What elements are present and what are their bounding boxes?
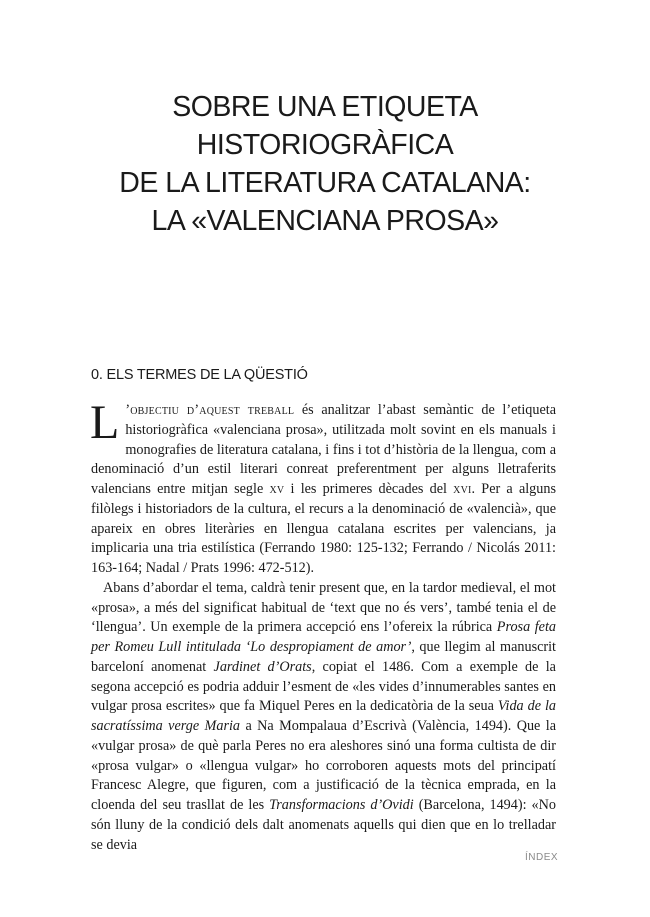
opening-smallcaps: ’objectiu d’aquest treball xyxy=(125,402,295,418)
paragraph-text: és analitzar l’abast semàntic de l’etiqueta historiogràfica «valenciana prosa», utilitzada molt sovint en els manuals i monografies de literatura catalana, i fins i tot d’història de la llengua, com a denominació d’un estil literari conreat preferentment per alguns lletraferits valencians entre mitjan segle xyxy=(91,402,557,497)
drop-cap: L xyxy=(90,396,120,449)
work-title: Jardinet d’Orats xyxy=(213,658,312,675)
work-title: Vida de la sacratíssima verge Maria xyxy=(91,698,556,734)
paragraph-text: a Na Mompalaua d’Escrivà (València, 1494). Que la «vulgar prosa» de què parla Peres no era aleshores sinó una forma cultista de dir «prosa vulgar» o «llengua vulgar» ho corroboren aquests mots del principatí Francesc Alegre, que figuren, com a justificació de la tècnica emprada, en la cloenda del seu trasllat de les xyxy=(91,718,556,813)
section-heading: 0. ELS TERMES DE LA QÜESTIÓ xyxy=(91,367,308,383)
paragraph-text: , que llegim al manuscrit barceloní anomenat xyxy=(91,639,557,675)
paragraph-text: i les primeres dècades del xyxy=(284,481,454,497)
work-title: Transformacions d’Ovidi xyxy=(269,797,414,813)
title-line: HISTORIOGRÀFICA xyxy=(196,129,454,161)
title-line: DE LA LITERATURA CATALANA: xyxy=(119,167,531,199)
work-title: Prosa feta per Romeu Lull intitulada ‘Lo despropiament de amor’ xyxy=(91,619,556,655)
paragraph-1 xyxy=(90,396,557,579)
index-link[interactable]: ÍNDEX xyxy=(525,852,559,863)
century-numeral: xvi xyxy=(453,481,472,497)
title-line: LA «VALENCIANA PROSA» xyxy=(151,205,499,237)
page-title xyxy=(0,88,650,240)
body-text xyxy=(90,396,557,855)
title-line: SOBRE UNA ETIQUETA xyxy=(172,91,478,123)
century-numeral: xv xyxy=(269,481,285,497)
paragraph-text: . Per a alguns filòlegs i historiadors de la cultura, el recurs a la denominació de «valencià», que apareix en obres literàries en llengua catalana escrites per valencians, ja implicaria una tria estilística (Ferrando 1980: 125-132; Ferrando / Nicolás 2011: 163-164; Nadal / Prats 1996: 472-512). xyxy=(91,481,556,576)
paragraph-text: (Barcelona, 1494): «No són lluny de la condició dels dalt anomenats aquells qui dien que en lo trelladar se devia xyxy=(91,797,556,853)
paragraph-text: , copiat el 1486. Com a exemple de la segona accepció es podria adduir l’esment de «les vides d’innumerables santes en vulgar prosa escrites» que fa Miquel Peres en la dedicatòria de la seua xyxy=(91,658,556,715)
paragraph-2 xyxy=(91,579,556,856)
paragraph-text: Abans d’abordar el tema, caldrà tenir present que, en la tardor medieval, el mot «prosa», a més del significat habitual de ‘text que no és vers’, també tenia el de ‘llengua’. Un exemple de la primera accepció ens l’ofereix la rúbrica xyxy=(91,579,556,636)
